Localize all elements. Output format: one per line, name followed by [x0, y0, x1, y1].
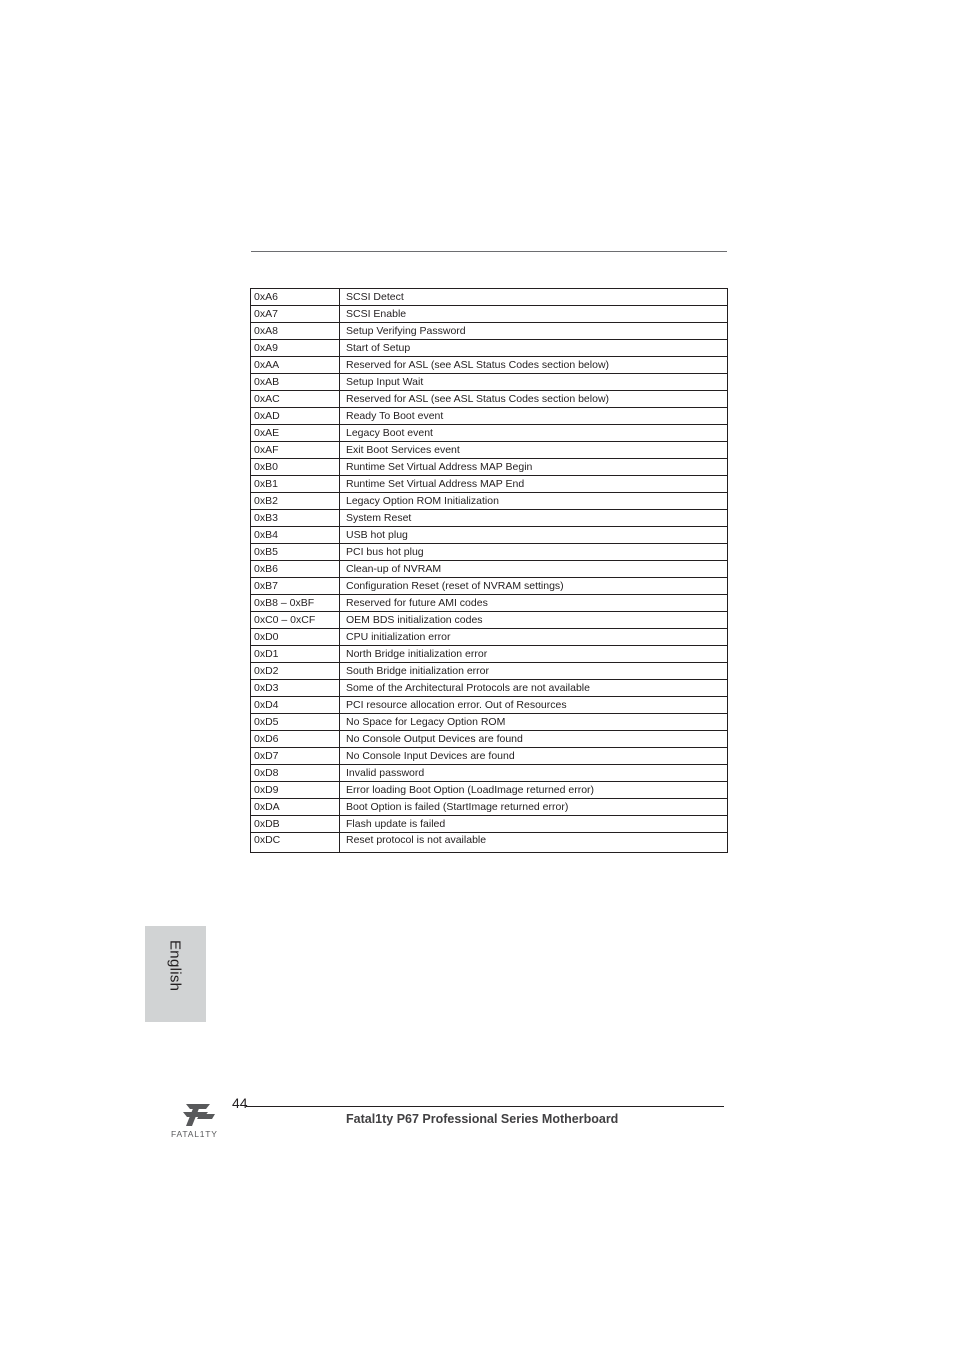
post-code-table-body [251, 289, 728, 853]
post-code-cell: 0xD2 [251, 663, 340, 680]
description-cell: Clean-up of NVRAM [340, 561, 728, 578]
table-row [251, 510, 728, 527]
post-code-cell: 0xB5 [251, 544, 340, 561]
description-cell: Reserved for ASL (see ASL Status Codes section below) [340, 357, 728, 374]
description-cell: Boot Option is failed (StartImage returned error) [340, 799, 728, 816]
table-row [251, 748, 728, 765]
table-row [251, 476, 728, 493]
table-row [251, 680, 728, 697]
post-code-cell: 0xC0 – 0xCF [251, 612, 340, 629]
description-cell: CPU initialization error [340, 629, 728, 646]
table-row [251, 782, 728, 799]
table-row [251, 697, 728, 714]
post-code-cell: 0xB7 [251, 578, 340, 595]
footer-rule [246, 1106, 724, 1107]
post-code-cell: 0xB0 [251, 459, 340, 476]
post-code-cell: 0xA6 [251, 289, 340, 306]
description-cell: Error loading Boot Option (LoadImage returned error) [340, 782, 728, 799]
table-row [251, 323, 728, 340]
post-code-cell: 0xD3 [251, 680, 340, 697]
description-cell: SCSI Detect [340, 289, 728, 306]
description-cell: Legacy Boot event [340, 425, 728, 442]
post-code-cell: 0xAE [251, 425, 340, 442]
post-code-cell: 0xD6 [251, 731, 340, 748]
post-code-cell: 0xDB [251, 816, 340, 833]
table-row [251, 425, 728, 442]
description-cell: PCI resource allocation error. Out of Resources [340, 697, 728, 714]
post-code-cell: 0xB3 [251, 510, 340, 527]
post-code-cell: 0xAC [251, 391, 340, 408]
table-row [251, 306, 728, 323]
description-cell: Setup Verifying Password [340, 323, 728, 340]
post-code-table [250, 288, 728, 853]
post-code-cell: 0xD5 [251, 714, 340, 731]
table-row [251, 612, 728, 629]
table-row [251, 799, 728, 816]
post-code-cell: 0xA7 [251, 306, 340, 323]
post-code-cell: 0xA8 [251, 323, 340, 340]
table-row [251, 646, 728, 663]
post-code-cell: 0xDC [251, 833, 340, 853]
post-code-cell: 0xAB [251, 374, 340, 391]
language-tab-label: English [166, 940, 184, 992]
post-code-cell: 0xAA [251, 357, 340, 374]
description-cell: North Bridge initialization error [340, 646, 728, 663]
footer-title: Fatal1ty P67 Professional Series Motherboard [346, 1112, 619, 1126]
table-row [251, 833, 728, 853]
table-row [251, 816, 728, 833]
table-row [251, 527, 728, 544]
post-code-cell: 0xB6 [251, 561, 340, 578]
post-code-cell: 0xD8 [251, 765, 340, 782]
table-row [251, 357, 728, 374]
description-cell: No Space for Legacy Option ROM [340, 714, 728, 731]
description-cell: OEM BDS initialization codes [340, 612, 728, 629]
table-row [251, 374, 728, 391]
description-cell: System Reset [340, 510, 728, 527]
language-tab [145, 926, 206, 1022]
table-row [251, 578, 728, 595]
description-cell: USB hot plug [340, 527, 728, 544]
post-code-cell: 0xDA [251, 799, 340, 816]
description-cell: Setup Input Wait [340, 374, 728, 391]
table-row [251, 289, 728, 306]
table-row [251, 442, 728, 459]
logo-wordmark: FATAL1TY [171, 1129, 218, 1139]
description-cell: Some of the Architectural Protocols are not available [340, 680, 728, 697]
post-code-cell: 0xD1 [251, 646, 340, 663]
table-row [251, 629, 728, 646]
table-row [251, 391, 728, 408]
description-cell: South Bridge initialization error [340, 663, 728, 680]
post-code-cell: 0xD0 [251, 629, 340, 646]
table-row [251, 663, 728, 680]
table-row [251, 561, 728, 578]
post-code-cell: 0xB2 [251, 493, 340, 510]
description-cell: SCSI Enable [340, 306, 728, 323]
description-cell: Reserved for ASL (see ASL Status Codes section below) [340, 391, 728, 408]
description-cell: Invalid password [340, 765, 728, 782]
description-cell: Reserved for future AMI codes [340, 595, 728, 612]
post-code-cell: 0xD7 [251, 748, 340, 765]
table-row [251, 544, 728, 561]
description-cell: Configuration Reset (reset of NVRAM settings) [340, 578, 728, 595]
description-cell: PCI bus hot plug [340, 544, 728, 561]
table-row [251, 731, 728, 748]
description-cell: Ready To Boot event [340, 408, 728, 425]
table-row [251, 340, 728, 357]
table-row [251, 595, 728, 612]
post-code-cell: 0xB1 [251, 476, 340, 493]
table-row [251, 408, 728, 425]
table-row [251, 714, 728, 731]
post-code-cell: 0xA9 [251, 340, 340, 357]
description-cell: Runtime Set Virtual Address MAP End [340, 476, 728, 493]
post-code-cell: 0xAF [251, 442, 340, 459]
post-code-cell: 0xD9 [251, 782, 340, 799]
description-cell: Exit Boot Services event [340, 442, 728, 459]
post-code-cell: 0xB8 – 0xBF [251, 595, 340, 612]
description-cell: Runtime Set Virtual Address MAP Begin [340, 459, 728, 476]
description-cell: Flash update is failed [340, 816, 728, 833]
table-row [251, 765, 728, 782]
description-cell: No Console Input Devices are found [340, 748, 728, 765]
description-cell: Legacy Option ROM Initialization [340, 493, 728, 510]
description-cell: Start of Setup [340, 340, 728, 357]
description-cell: Reset protocol is not available [340, 833, 728, 853]
table-row [251, 493, 728, 510]
page-number: 44 [232, 1095, 248, 1111]
post-code-cell: 0xAD [251, 408, 340, 425]
post-code-cell: 0xD4 [251, 697, 340, 714]
header-rule [251, 251, 727, 252]
description-cell: No Console Output Devices are found [340, 731, 728, 748]
table-row [251, 459, 728, 476]
fatal1ty-logo-icon [170, 1100, 230, 1142]
post-code-cell: 0xB4 [251, 527, 340, 544]
